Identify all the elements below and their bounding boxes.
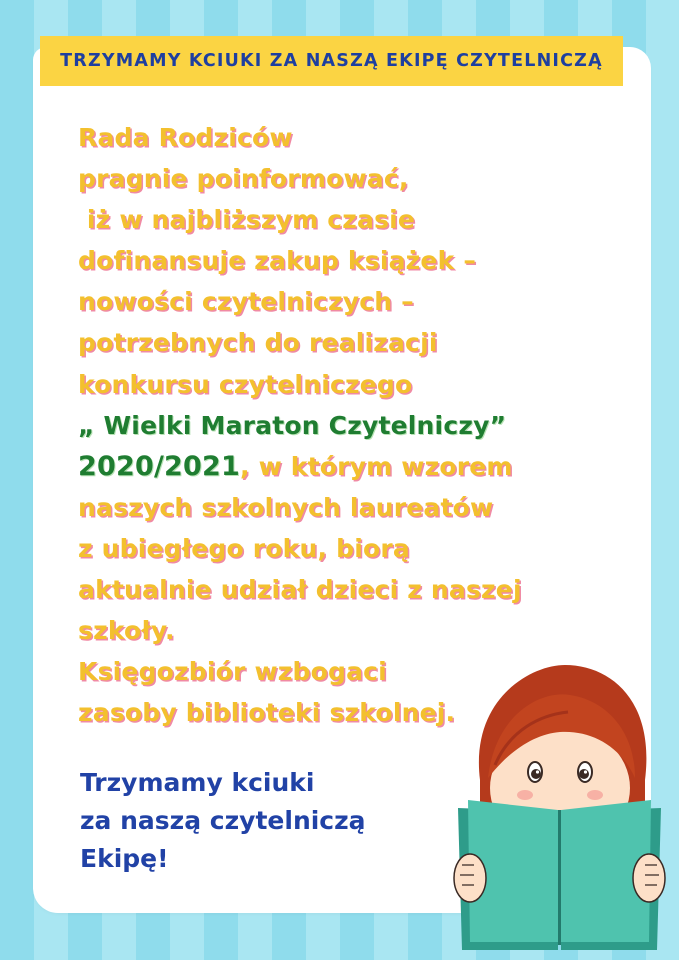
text-line: Księgozbiór wzbogaci	[78, 657, 387, 687]
text-line: iż w najbliższym czasie	[78, 205, 416, 235]
text-line: konkursu czytelniczego	[78, 369, 413, 399]
text-fragment: , w którym wzorem	[239, 451, 513, 481]
text-line: potrzebnych do realizacji	[78, 328, 438, 358]
text-line: dofinansuje zakup książek –	[78, 246, 477, 276]
closing-line: Ekipę!	[80, 844, 169, 873]
closing-line: za naszą czytelniczą	[80, 806, 366, 835]
announcement-text	[78, 117, 638, 733]
text-line: nowości czytelniczych –	[78, 287, 414, 317]
text-line: zasoby biblioteki szkolnej.	[78, 698, 456, 728]
text-line: aktualnie udział dzieci z naszej	[78, 575, 522, 605]
header-banner	[40, 36, 623, 86]
text-line: pragnie poinformować,	[78, 164, 409, 194]
text-line: naszych szkolnych laureatów	[78, 492, 494, 522]
text-line: szkoły.	[78, 616, 175, 646]
text-line: Rada Rodziców	[78, 123, 293, 152]
text-line-year	[78, 446, 638, 487]
closing-line: Trzymamy kciuki	[80, 768, 315, 797]
text-line: z ubiegłego roku, biorą	[78, 533, 410, 563]
girl-reading-book-icon	[440, 660, 679, 960]
contest-name: „ Wielki Maraton Czytelniczy”	[78, 410, 507, 440]
closing-message	[80, 764, 366, 878]
banner-title: TRZYMAMY KCIUKI ZA NASZĄ EKIPĘ CZYTELNICZĄ	[60, 51, 603, 71]
contest-year: 2020/2021	[78, 450, 240, 482]
